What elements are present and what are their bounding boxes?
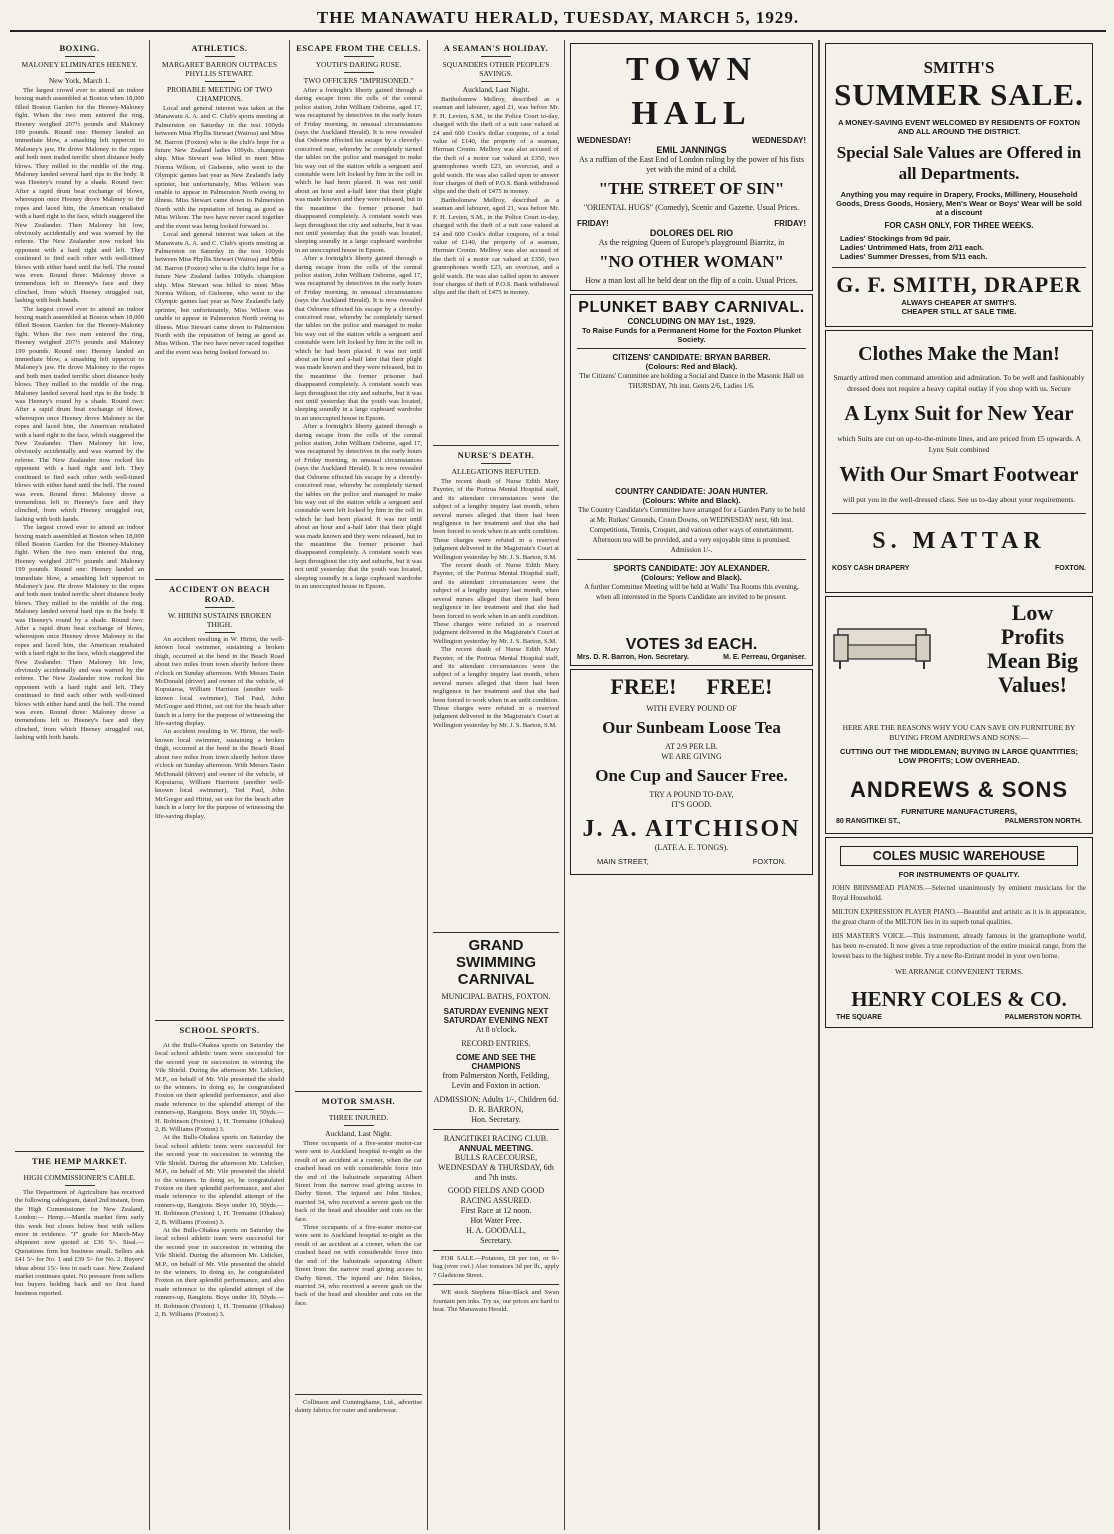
nurse-heading: NURSE'S DEATH. — [457, 450, 535, 460]
escape-subheading-2: TWO OFFICERS "IMPRISONED." — [303, 76, 414, 85]
boxing-heading: BOXING. — [59, 43, 100, 53]
column-4 — [428, 40, 565, 1530]
column-6 — [819, 40, 1098, 1530]
masthead-rule — [10, 30, 1106, 32]
potatoes-ad: FOR SALE.—Potatoes, £8 per ton, or 9/- bag (over cwt.) Also tomatoes 3d per lb., apply 7 Gladstone Street. — [433, 1255, 559, 1279]
motor-smash-heading: MOTOR SMASH. — [321, 1096, 396, 1106]
athletics-article: Local and general interest was taken at the Manawatu A. A. and C. Club's sports meeting at Palmerston on Saturday in the test 100yds between Miss Phyllis Stewart (Wairoa) and Miss M. Barron (Foxton) who is the club's hope for a future New Zealand ladies 100yds. champion ship. Miss Stewart was billed to meet Miss Norma Wilson, of Gisborne, who went to the Olympic games last year as New Zealand's lady sprinter, but unfortunately, Miss Wilson was unable to appear in Palmerston North owing to illness. Miss Stewart came down to Palmerston North with the reputation of being as good as Miss Wilson. The two have never raced together and the event was being looked forward to. Local and general interest was taken at the Manawatu A. A. and C. Club's sports meeting at Palmerston on Saturday in the test 100yds between Miss Phyllis Stewart (Wairoa) and Miss M. Barron (Foxton) who is the club's hope for a future New Zealand ladies 100yds. champion ship. Miss Stewart was billed to meet Miss Norma Wilson, of Gisborne, who went to the Olympic games last year as New Zealand's lady sprinter, but unfortunately, Miss Wilson was unable to appear in Palmerston North owing to illness. Miss Stewart came down to Palmerston North with the reputation of being as good as Miss Wilson. The two have never raced together and the event was being looked forward to. — [155, 105, 284, 356]
athletics-heading: ATHLETICS. — [191, 43, 248, 53]
motor-smash-dateline: Auckland, Last Night. — [325, 1129, 392, 1138]
mattar-clothes-ad: Clothes Make the Man! Smartly attired men command attention and admiration. To be well and fashionably dressed does not require a heavy capital outlay if you shop with us. Secure A Lynx Suit for New Year which Suits are cut on up-to-the-minute lines, and are priced from £5 upwards. A Lynx Suit combined With Our Smart Footwear will put you in the well-dressed class. See us to-day about your requirements. S. MATTAR KOSY CASH DRAPERY FOXTON. — [825, 330, 1093, 593]
motor-smash-subheading: THREE INJURED. — [328, 1113, 389, 1122]
collinson-ad: Collinson and Cunninghame, Ltd., advertise dainty fabrics for outer and underwear. — [295, 1399, 422, 1415]
nurse-subheading: ALLEGATIONS REFUTED. — [451, 467, 541, 476]
smiths-summer-sale-ad: SMITH'S SUMMER SALE. A MONEY-SAVING EVENT WELCOMED BY RESIDENTS OF FOXTON AND ALL AROUND THE DISTRICT. Special Sale Values are Offered in all Departments. Anything you may require in Drapery, Frocks, Millinery, Household Goods, Dress Goods, Hosiery, Men's Wear or Boys' Wear will be sold at a discount FOR CASH ONLY, FOR THREE WEEKS. Ladies' Stockings from 9d pair. Ladies' Untrimmed Hats, from 2/11 each. Ladies' Summer Dresses, from 5/11 each. G. F. SMITH, DRAPER ALWAYS CHEAPER AT SMITH'S. CHEAPER STILL AT SALE TIME. — [825, 43, 1093, 327]
escape-article: After a fortnight's liberty gained through a daring escape from the cells of the central police station, John William Osborne, aged 17, was recaptured by detectives in the early hours of Friday morning, in unusual circumstances (says the Auckland Herald). It is now revealed that Osborne effected his escape by a cleverly-conceived ruse, whereby he completely turned the tables on the police and managed to make his way out of the station while a sergeant and constable were left locked by him in the cell in which he had been placed. It was not until about an hour and a-half later that their plight was made known and they were released, but in the meantime the former prisoner had disappeared completely. A constant watch was kept throughout the city and suburbs, but it was not until yesterday that the youth was located, sleeping soundly in a large cupboard wardrobe in an unoccupied house in Epsom. After a fortnight's liberty gained through a daring escape from the cells of the central police station, John William Osborne, aged 17, was recaptured by detectives in the early hours of Friday morning, in unusual circumstances (says the Auckland Herald). It is now revealed that Osborne effected his escape by a cleverly-conceived ruse, whereby he completely turned the tables on the police and managed to make his way out of the station while a sergeant and constable were left locked by him in the cell in which he had been placed. It was not until about an hour and a-half later that their plight was made known and they were released, but in the meantime the former prisoner had disappeared completely. A constant watch was kept throughout the city and suburbs, but it was not until yesterday that the youth was located, sleeping soundly in a large cupboard wardrobe in an unoccupied house in Epsom. After a fortnight's liberty gained through a daring escape from the cells of the central police station, John William Osborne, aged 17, was recaptured by detectives in the early hours of Friday morning, in unusual circumstances (says the Auckland Herald). It is now revealed that Osborne effected his escape by a cleverly-conceived ruse, whereby he completely turned the tables on the police and managed to make his way out of the station while a sergeant and constable were left locked by him in the cell in which he had been placed. It was not until about an hour and a-half later that their plight was made known and they were released, but in the meantime the former prisoner had disappeared completely. A constant watch was kept throughout the city and suburbs, but it was not until yesterday that the youth was located, sleeping soundly in a large cupboard wardrobe in an unoccupied house in Epsom. — [295, 87, 422, 590]
boxing-article: The largest crowd ever to attend an indoor boxing match assembled at Boston when 18,000 filled Boston Garden for the Heeney-Maloney fight. When the two men entered the ring, Heeney weighed 207½ pounds and Maloney 199 pounds. Round one: Heeney landed an immediate blow, a smashing left uppercut to Maloney's jaw. He drove Maloney to the ropes and both men traded terrific short distance body blows. They milled to the middle of the ring. Maloney landed several hard rips to the body. It was Heeney's round by a shade. Round two: After a rapid drum beat exchange of blows, whereupon once Heeney drove Maloney to the ropes and laced him, the American retaliated with a hard right to the face, which staggered the New Zealander. Then Maloney hit low, obviously accidentally and was warned by the referee. The New Zealander now rocked his opponent with a hard right and left. They continued to find each other with well-timed blows with either hand until the bell. The round was even. Round three: Maloney drove a tremendous left to Heeney's face and they clinched, from which Heeney struggled out, lashing with both hands. The largest crowd ever to attend an indoor boxing match assembled at Boston when 18,000 filled Boston Garden for the Heeney-Maloney fight. When the two men entered the ring, Heeney weighed 207½ pounds and Maloney 199 pounds. Round one: Heeney landed an immediate blow, a smashing left uppercut to Maloney's jaw. He drove Maloney to the ropes and both men traded terrific short distance body blows. They milled to the middle of the ring. Maloney landed several hard rips to the body. It was Heeney's round by a shade. Round two: After a rapid drum beat exchange of blows, whereupon once Heeney drove Maloney to the ropes and laced him, the American retaliated with a hard right to the face, which staggered the New Zealander. Then Maloney hit low, obviously accidentally and was warned by the referee. The New Zealander now rocked his opponent with a hard right and left. They continued to find each other with well-timed blows with either hand until the bell. The round was even. Round three: Maloney drove a tremendous left to Heeney's face and they clinched, from which Heeney struggled out, lashing with both hands. The largest crowd ever to attend an indoor boxing match assembled at Boston when 18,000 filled Boston Garden for the Heeney-Maloney fight. When the two men entered the ring, Heeney weighed 207½ pounds and Maloney 199 pounds. Round one: Heeney landed an immediate blow, a smashing left uppercut to Maloney's jaw. He drove Maloney to the ropes and both men traded terrific short distance body blows. They milled to the middle of the ring. Maloney landed several hard rips to the body. It was Heeney's round by a shade. Round two: After a rapid drum beat exchange of blows, whereupon once Heeney drove Maloney to the ropes and laced him, the American retaliated with a hard right to the face, which staggered the New Zealander. Then Maloney hit low, obviously accidentally and was warned by the referee. The New Zealander now rocked his opponent with a hard right and left. They continued to find each other with well-timed blows with either hand until the bell. The round was even. Round three: Maloney drove a tremendous left to Heeney's face and they clinched, from which Heeney struggled out, lashing with both hands. — [15, 87, 144, 742]
seaman-article: Bartholomew Mellroy, described as a seaman and labourer, aged 21, was before Mr. F. H. Levien, S.M., in the Police Court to-day, charged with the theft of a suit case valued at £4 and 600 Cook's dollar coupons, of a total value of £140, the property of a seaman, Herman Cronin. Mellroy was also accused of the theft of a motor car valued at £350, two gramophones worth £23, an overcoat, and a gold watch. He was also called upon to answer four charges of theft of P.O.S. Bank withdrawal slips and the theft of £475 in money. Bartholomew Mellroy, described as a seaman and labourer, aged 21, was before Mr. F. H. Levien, S.M., in the Police Court to-day, charged with the theft of a suit case valued at £4 and 600 Cook's dollar coupons, of a total value of £140, the property of a seaman, Herman Cronin. Mellroy was also accused of the theft of a motor car valued at £350, two gramophones worth £23, an overcoat, and a gold watch. He was also called upon to answer four charges of theft of P.O.S. Bank withdrawal slips and the theft of £475 in money. — [433, 96, 559, 297]
seaman-heading: A SEAMAN'S HOLIDAY. — [443, 43, 549, 53]
plunket-carnival-ad: PLUNKET BABY CARNIVAL. CONCLUDING ON MAY 1st., 1929. To Raise Funds for a Permanent Home for the Foxton Plunket Society. CITIZENS' CANDIDATE: BRYAN BARBER. (Colours: Red and Black). The Citizens' Committee are holding a Social and Dance in the Masonic Hall on THURSDAY, 7th inst. Gents 2/6, Ladies 1/6. COUNTRY CANDIDATE: JOAN HUNTER. (Colours: White and Black). The Country Candidate's Committee have arranged for a Garden Party to be held at Mr. Rutkes' Grounds, Croun Downs, on WEDNESDAY next, 6th inst. Competitions, Tennis, Croquet, and various other ways of entertainment. Afternoon tea will be provided, and a very enjoyable time is promised. Admission 1/-. SPORTS CANDIDATE: JOY ALEXANDER. (Colours: Yellow and Black). A further Committee Meeting will be held at Walls' Tea Rooms this evening, when all interested in the Sports Candidate are invited to be present. VOTES 3d EACH. Mrs. D. R. Barron, Hon. Secretary. M. E. Perreau, Organiser. — [570, 294, 813, 666]
boxing-subheading: MALONEY ELIMINATES HEENEY. — [21, 60, 138, 69]
seaman-subheading: SQUANDERS OTHER PEOPLE'S SAVINGS. — [442, 60, 550, 78]
accident-article: An accident resulting in W. Hirini, the well-known local swimmer, sustaining a broken thigh, occurred at the bend in the Beach Road about two miles from town shortly before three o'clock on Sunday afternoon. With Messrs Tasin McDonald (driver) and owner of the vehicle, of Kopuiaroa, William Harrison (another well-known local swimmer), Ted Paul, John McGregor and Hirini, set out for the beach after lunch in a lorry for the purpose of witnessing the life-saving display. An accident resulting in W. Hirini, the well-known local swimmer, sustaining a broken thigh, occurred at the bend in the Beach Road about two miles from town shortly before three o'clock on Sunday afternoon. With Messrs Tasin McDonald (driver) and owner of the vehicle, of Kopuiaroa, William Harrison (another well-known local swimmer), Ted Paul, John McGregor and Hirini, set out for the beach after lunch in a lorry for the purpose of witnessing the life-saving display. — [155, 636, 284, 820]
nurse-article: The recent death of Nurse Edith Mary Paynter, of the Porirua Mental Hospital staff, and its attendant circumstances were the subject of a lengthy inquiry last month, when several nurses alleged that there had been negligence in her treatment and that she had been forced to work when in an unfit condition. These charges were refuted in a reserved judgment delivered in the Magistrate's Court at Wellington yesterday by Mr. J. S. Barton, S.M. The recent death of Nurse Edith Mary Paynter, of the Porirua Mental Hospital staff, and its attendant circumstances were the subject of a lengthy inquiry last month, when several nurses alleged that there had been negligence in her treatment and that she had been forced to work when in an unfit condition. These charges were refuted in a reserved judgment delivered in the Magistrate's Court at Wellington yesterday by Mr. J. S. Barton, S.M. The recent death of Nurse Edith Mary Paynter, of the Porirua Mental Hospital staff, and its attendant circumstances were the subject of a lengthy inquiry last month, when several nurses alleged that there had been negligence in her treatment and that she had been forced to work when in an unfit condition. These charges were refuted in a reserved judgment delivered in the Magistrate's Court at Wellington yesterday by Mr. J. S. Barton, S.M. — [433, 478, 559, 729]
column-3 — [290, 40, 428, 1530]
swimming-carnival-ad: GRAND SWIMMING CARNIVAL MUNICIPAL BATHS, FOXTON. SATURDAY EVENING NEXT SATURDAY EVENING NEXT At 8 o'clock. RECORD ENTRIES. COME AND SEE THE CHAMPIONS from Palmerston North, Feilding, Levin and Foxton in action. ADMISSION: Adults 1/-, Children 6d. D. R. BARRON, Hon. Secretary. — [433, 937, 559, 1124]
hemp-heading: THE HEMP MARKET. — [32, 1156, 127, 1166]
sofa-illustration — [832, 605, 932, 675]
school-sports-article: At the Bulls-Ohakea sports on Saturday the local school athletic team were successful for the second year in succession in winning the Vile Shield. During the afternoon Mr. Lidicker, M.P., on behalf of Mr. Vile presented the shield to the winners. In doing so, he congratulated Foxton on their splendid performance, and also made reference to the splendid attempt of the runners-up, Rangiotu. Boys under 10, 50yds.—H. Robinson (Foxton) 1, H. Tremaine (Ohakea) 2, B. Williams (Foxton) 3. At the Bulls-Ohakea sports on Saturday the local school athletic team were successful for the second year in succession in winning the Vile Shield. During the afternoon Mr. Lidicker, M.P., on behalf of Mr. Vile presented the shield to the winners. In doing so, he congratulated Foxton on their splendid performance, and also made reference to the splendid attempt of the runners-up, Rangiotu. Boys under 10, 50yds.—H. Robinson (Foxton) 1, H. Tremaine (Ohakea) 2, B. Williams (Foxton) 3. At the Bulls-Ohakea sports on Saturday the local school athletic team were successful for the second year in succession in winning the Vile Shield. During the afternoon Mr. Lidicker, M.P., on behalf of Mr. Vile presented the shield to the winners. In doing so, he congratulated Foxton on their splendid performance, and also made reference to the splendid attempt of the runners-up, Rangiotu. Boys under 10, 50yds.—H. Robinson (Foxton) 1, H. Tremaine (Ohakea) 2, B. Williams (Foxton) 3. — [155, 1042, 284, 1318]
school-sports-heading: SCHOOL SPORTS. — [179, 1025, 260, 1035]
column-2 — [150, 40, 290, 1530]
masthead: THE MANAWATU HERALD, TUESDAY, MARCH 5, 1929. — [316, 8, 800, 27]
fountain-pen-ad: WE stock Stephens Blue-Black and Swan fountain pen inks. Try us, our prices are hard to beat. The Manawatu Herald. — [433, 1289, 559, 1314]
free-tea-ad: FREE! FREE! WITH EVERY POUND OF Our Sunbeam Loose Tea AT 2/9 PER LB. WE ARE GIVING One Cup and Saucer Free. TRY A POUND TO-DAY, IT'S GOOD. J. A. AITCHISON (LATE A. E. TONGS). MAIN STREET, FOXTON. — [570, 669, 813, 875]
boxing-dateline: New York, March 1. — [48, 76, 111, 85]
seaman-dateline: Auckland, Last Night. — [462, 85, 530, 94]
column-5 — [565, 40, 819, 1530]
andrews-sons-ad: Low Profits Mean Big Values! HERE ARE THE REASONS WHY YOU CAN SAVE ON FURNITURE BY BUYING FROM ANDREWS AND SONS:— CUTTING OUT THE MIDDLEMAN; BUYING IN LARGE QUANTITIES; LOW PROFITS; LOW OVERHEAD. ANDREWS & SONS FURNITURE MANUFACTURERS, 80 RANGITIKEI ST., PALMERSTON NORTH. — [825, 596, 1093, 834]
athletics-subheading: MARGARET BARRON OUTPACES PHYLLIS STEWART. — [161, 60, 278, 78]
columns — [10, 40, 1106, 1530]
column-1 — [10, 40, 150, 1530]
town-hall-ad: TOWN HALL WEDNESDAY! WEDNESDAY! EMIL JANNINGS As a ruffian of the East End of London ruling by the power of his fists yet with the mind of a child. "THE STREET OF SIN" "ORIENTAL HUGS" (Comedy), Scenic and Gazette. Usual Prices. FRIDAY! FRIDAY! DOLORES DEL RIO As the reigning Queen of Europe's playground Biarritz, in "NO OTHER WOMAN" How a man lost all he held dear on the flip of a coin. Usual Prices. — [570, 43, 813, 291]
accident-heading: ACCIDENT ON BEACH ROAD. — [169, 584, 270, 604]
racing-club-ad: RANGITIKEI RACING CLUB. ANNUAL MEETING. BULLS RACECOURSE, WEDNESDAY & THURSDAY, 6th and 7th insts. GOOD FIELDS AND GOOD RACING ASSURED. First Race at 12 noon. Hot Water Free. H. A. GOODALL, Secretary. — [438, 1134, 554, 1245]
accident-subheading: W. HIRINI SUSTAINS BROKEN THIGH. — [167, 611, 272, 629]
athletics-subheading-2: PROBABLE MEETING OF TWO CHAMPIONS. — [166, 85, 273, 103]
coles-music-ad: COLES MUSIC WAREHOUSE FOR INSTRUMENTS OF QUALITY. JOHN BRINSMEAD PIANOS.—Selected unanimously by eminent musicians for the Royal Household. MILTON EXPRESSION PLAYER PIANO.—Beautiful and artistic as it is in appearance, the great charm of the MILTON lies in its superb tonal qualities. HIS MASTER'S VOICE.—This instrument, already famous in the gramophone world, has been re-created. It now gives a true reproduction of the entire musical range, from the lowest bass to the highest treble. Try a new Re-Entrant model in your own home. WE ARRANGE CONVENIENT TERMS. HENRY COLES & CO. THE SQUARE PALMERSTON NORTH. — [825, 837, 1093, 1028]
hemp-subheading: HIGH COMMISSIONER'S CABLE. — [23, 1173, 136, 1182]
hemp-article: The Department of Agriculture has received the following cablegram, dated 2nd instant, from the High Commissioner for New Zealand, London:— Hemp.—Manila market firm early this week but closes below best with sellers more in evidence. "J" grade for March-May shipment now quoted at £36 5/-. Sisal.—Quotations firm but business small. Sellers ask £41 5/- for No. 1 and £39 5/- for No. 2. Buyers' ideas about 15/- less in each case. New Zealand market continues quiet. No pressure from sellers but buyers holding back and no first hand business reported. — [15, 1189, 144, 1297]
motor-smash-article: Three occupants of a five-seater motor-car were sent to Auckland hospital to-night as the result of an accident at a corner, when the car crashed head on with considerable force into the end of the balustrade separating Albert Street from the narrow road giving access to Darby Street. The injured are John Stokes, married 34, who received a severe gash on the back of the head and shoulder and cuts on the face. Three occupants of a five-seater motor-car were sent to Auckland hospital to-night as the result of an accident at a corner, when the car crashed head on with considerable force into the end of the balustrade separating Albert Street from the narrow road giving access to Darby Street. The injured are John Stokes, married 34, who received a severe gash on the back of the head and shoulder and cuts on the face. — [295, 1140, 422, 1307]
escape-subheading: YOUTH'S DARING RUSE. — [315, 60, 402, 69]
escape-heading: ESCAPE FROM THE CELLS. — [296, 43, 421, 53]
